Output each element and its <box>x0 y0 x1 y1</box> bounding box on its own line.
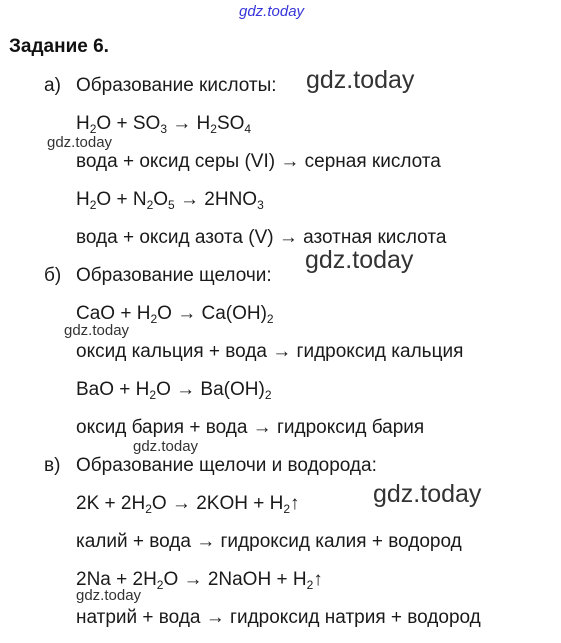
equation-a2: $H_2O + N_2O_5 \to 2HNO_3$ <box>76 189 264 212</box>
words-a2: вода + оксид азота (V) → азотная кислота <box>76 227 447 248</box>
watermark: gdz.today <box>373 480 482 508</box>
words-c1: калий + вода → гидроксид калия + водород <box>76 531 462 552</box>
section-c-heading <box>44 455 377 477</box>
watermark: gdz.today <box>133 438 199 455</box>
equation-c2: $2Na + 2H_2O$ → 2NaOH + $H_2↑$ <box>76 569 323 592</box>
words-c2: натрий + вода → гидроксид натрия + водород <box>76 607 481 628</box>
words-b2: оксид бария + вода → гидроксид бария <box>76 417 425 438</box>
watermark-top: gdz.today <box>239 3 305 20</box>
section-a-heading-text: Образование кислоты: <box>76 75 277 96</box>
equation-b1: CaO + $H_2O \to Ca(OH)_2$ <box>76 303 274 326</box>
watermark: gdz.today <box>64 322 130 339</box>
section-c-heading-text: Образование щелочи и водорода: <box>76 455 377 476</box>
watermark: gdz.today <box>305 246 414 274</box>
words-a1: вода + оксид серы (VI) → серная кислота <box>76 151 441 172</box>
section-b-label: б) <box>44 265 62 286</box>
equation-b2: BaO + $H_2O \to Ba(OH)_2$ <box>76 379 272 402</box>
section-c-label: в) <box>44 455 61 476</box>
section-a-heading <box>44 75 277 97</box>
section-b-heading <box>44 265 272 287</box>
equation-a1: $H_2O + SO_3 \to H_2SO_4$ <box>76 113 252 136</box>
words-b1: оксид кальция + вода → гидроксид кальция <box>76 341 464 362</box>
section-b-heading-text: Образование щелочи: <box>76 265 272 286</box>
equation-c1: $2K + 2H_2O \to 2KOH$ + $H_2↑$ <box>76 493 300 516</box>
section-a-label: а) <box>44 75 61 96</box>
watermark: gdz.today <box>306 66 415 94</box>
task-title: Задание 6. <box>9 36 109 57</box>
watermark: gdz.today <box>47 134 113 151</box>
watermark: gdz.today <box>76 587 142 604</box>
